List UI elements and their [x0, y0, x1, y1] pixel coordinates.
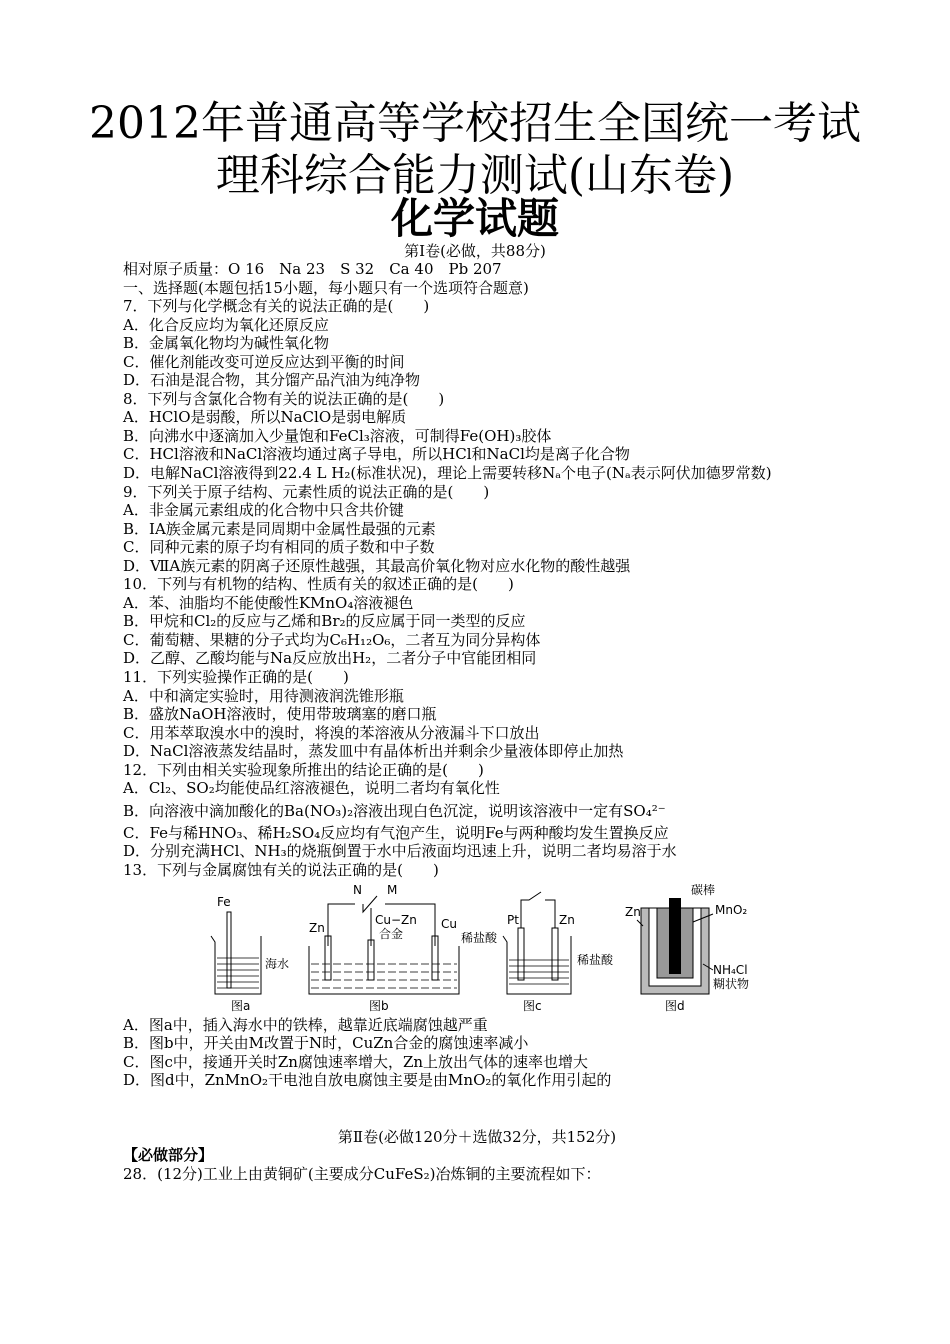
caption-b: 图b [369, 998, 389, 1013]
question-stem: 13．下列与金属腐蚀有关的说法正确的是( ) [123, 860, 439, 879]
fe-rod [227, 912, 231, 988]
question-stem: 8．下列与含氯化合物有关的说法正确的是( ) [123, 389, 445, 408]
paste-label: 糊状物 [713, 976, 750, 991]
carbon-rod [669, 898, 681, 974]
zn-label-d: Zn [625, 904, 641, 919]
option: C．图c中，接通开关时Zn腐蚀速率增大，Zn上放出气体的速率也增大 [123, 1052, 589, 1071]
wire-b2 [363, 896, 377, 912]
exam-content [123, 260, 843, 1183]
switch-m-label: M [387, 883, 398, 897]
question-stem: 10．下列与有机物的结构、性质有关的叙述正确的是( ) [123, 575, 514, 594]
corrosion-figure [205, 884, 785, 1014]
option: B．向沸水中逐滴加入少量饱和FeCl₃溶液，可制得Fe(OH)₃胶体 [123, 426, 552, 445]
wire-b [328, 904, 355, 946]
pt-label: Pt [507, 912, 519, 927]
switch-n-label: N [353, 883, 362, 897]
question-10 [123, 575, 843, 668]
question-28: 28．(12分)工业上由黄铜矿(主要成分CuFeS₂)冶炼铜的主要流程如下： [123, 1164, 601, 1183]
wire-c2 [545, 900, 555, 928]
option: A．Cl₂、SO₂均能使品红溶液褪色，说明二者均有氧化性 [123, 779, 500, 798]
question-stem: 11．下列实验操作正确的是( ) [123, 668, 349, 687]
option: C．用苯萃取溴水中的溴时，将溴的苯溶液从分液漏斗下口放出 [123, 723, 540, 742]
option: C．葡萄糖、果糖的分子式均为C₆H₁₂O₆，二者互为同分异构体 [123, 630, 541, 649]
alloy-label: Cu−Zn [375, 912, 417, 927]
caption-c: 图c [523, 998, 542, 1013]
caption-a: 图a [231, 998, 251, 1013]
question-12 [123, 761, 843, 861]
question-stem: 7．下列与化学概念有关的说法正确的是( ) [123, 297, 430, 316]
subject-title: 化学试题 [390, 194, 559, 243]
question-8 [123, 390, 843, 483]
option: A．HClO是弱酸，所以NaClO是弱电解质 [123, 408, 407, 427]
required-part-heading: 【必做部分】 [123, 1146, 214, 1165]
part2-heading: 第Ⅱ卷(必做120分＋选做32分，共152分) [337, 1127, 617, 1146]
zn-label-b: Zn [309, 920, 325, 935]
beaker-c [503, 936, 571, 994]
option: D．电解NaCl溶液得到22.4 L H₂(标准状况)，理论上需要转移Nₐ个电子(Nₐ表示阿伏加德罗常数) [123, 464, 772, 483]
question-13 [123, 861, 843, 1090]
option: B．ⅠA族金属元素是同周期中金属性最强的元素 [123, 519, 436, 538]
water-lines-a [217, 958, 259, 988]
hcl-label-b: 稀盐酸 [461, 930, 498, 945]
option: C．Fe与稀HNO₃、稀H₂SO₄反应均有气泡产生，说明Fe与两种酸均发生置换反应 [123, 823, 669, 842]
section1-heading: 一、选择题(本题包括15小题，每小题只有一个选项符合题意) [123, 278, 529, 297]
option: B．金属氧化物均为碱性氧化物 [123, 334, 330, 353]
zn-label-c: Zn [559, 912, 575, 927]
alloy-label-2: 合金 [379, 926, 404, 941]
seawater-label: 海水 [265, 956, 290, 971]
hcl-label-c: 稀盐酸 [577, 952, 614, 967]
question-stem: 9．下列关于原子结构、元素性质的说法正确的是( ) [123, 482, 490, 501]
question-9 [123, 483, 843, 576]
option: A．苯、油脂均不能使酸性KMnO₄溶液褪色 [123, 593, 414, 612]
option: D．乙醇、乙酸均能与Na反应放出H₂，二者分子中官能团相同 [123, 649, 537, 668]
option: A．化合反应均为氧化还原反应 [123, 315, 329, 334]
option: D．NaCl溶液蒸发结晶时，蒸发皿中有晶体析出并剩余少量液体即停止加热 [123, 742, 624, 761]
option: C．同种元素的原子均有相同的质子数和中子数 [123, 538, 435, 557]
option: A．图a中，插入海水中的铁棒，越靠近底端腐蚀越严重 [123, 1015, 488, 1034]
caption-d: 图d [665, 998, 685, 1013]
carbon-rod-label: 碳棒 [691, 883, 716, 897]
option: B．图b中，开关由M改置于N时，CuZn合金的腐蚀速率减小 [123, 1034, 529, 1053]
mno2-label: MnO₂ [715, 902, 748, 917]
beaker-a [211, 936, 261, 994]
option: C．催化剂能改变可逆反应达到平衡的时间 [123, 352, 405, 371]
exam-title: 2012年普通高等学校招生全国统一考试 [89, 98, 861, 149]
option: B．盛放NaOH溶液时，使用带玻璃塞的磨口瓶 [123, 705, 437, 724]
option: B．甲烷和Cl₂的反应与乙烯和Br₂的反应属于同一类型的反应 [123, 612, 526, 631]
exam-subtitle: 理科综合能力测试(山东卷) [215, 150, 735, 201]
cu-label: Cu [441, 916, 457, 931]
option: D．图d中，ZnMnO₂干电池自放电腐蚀主要是由MnO₂的氧化作用引起的 [123, 1071, 612, 1090]
option: D．石油是混合物，其分馏产品汽油为纯净物 [123, 371, 421, 390]
figure-c [503, 892, 614, 1013]
option: C．HCl溶液和NaCl溶液均通过离子导电，所以HCl和NaCl均是离子化合物 [123, 445, 630, 464]
option: D．ⅦA族元素的阴离子还原性越强，其最高价氧化物对应水化物的酸性越强 [123, 556, 631, 575]
option: B．向溶液中滴加酸化的Ba(NO₃)₂溶液出现白色沉淀，说明该溶液中一定有SO₄²⁻ [123, 801, 666, 820]
atomic-mass-line: 相对原子质量：O 16 Na 23 S 32 Ca 40 Pb 207 [123, 260, 502, 278]
option: A．非金属元素组成的化合物中只含共价键 [123, 501, 404, 520]
figure-a [211, 895, 289, 1013]
option: A．中和滴定实验时，用待测液润洗锥形瓶 [123, 686, 404, 705]
wire-c [521, 892, 541, 928]
question-stem: 12．下列由相关实验现象所推出的结论正确的是( ) [123, 760, 484, 779]
figure-d [625, 884, 749, 1013]
question-7 [123, 297, 843, 390]
acid-lines-b [311, 964, 457, 988]
nh4cl-label: NH₄Cl [713, 962, 748, 977]
question-11 [123, 668, 843, 761]
fe-label: Fe [217, 894, 231, 909]
part1-heading: 第Ⅰ卷(必做，共88分) [404, 242, 546, 260]
figure-b [309, 884, 498, 1013]
option: D．分别充满HCl、NH₃的烧瓶倒置于水中后液面均迅速上升，说明二者均易溶于水 [123, 842, 677, 861]
